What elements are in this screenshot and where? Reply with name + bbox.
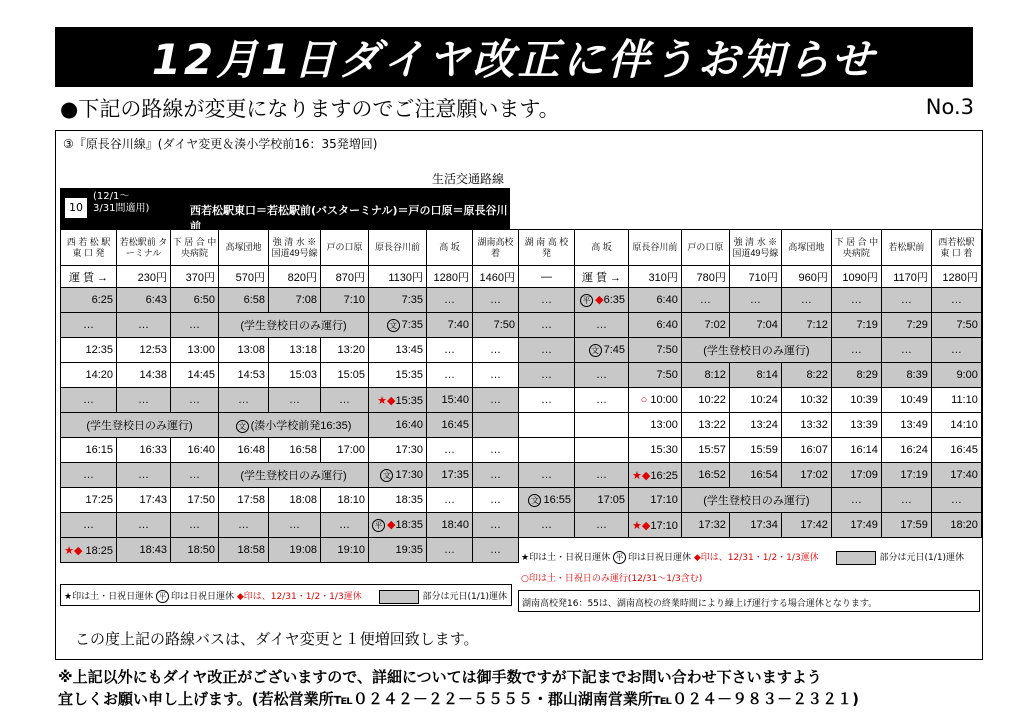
time-cell: 8:14 — [729, 363, 781, 388]
time-cell: 18:20 — [931, 513, 981, 538]
footer-contact — [58, 666, 859, 710]
fare-cell: 780円 — [681, 266, 729, 288]
time-cell: … — [931, 288, 981, 313]
time-cell: 17:05 — [575, 488, 629, 513]
time-cell: 15:30 — [629, 438, 682, 463]
time-cell: … — [171, 313, 219, 338]
trip-row — [519, 463, 982, 488]
time-cell — [519, 413, 575, 438]
time-cell: 14:53 — [219, 363, 269, 388]
time-cell: 15:59 — [729, 438, 781, 463]
route-title: ③『原長谷川線』(ダイヤ変更＆湊小学校前16：35発増回) — [63, 137, 378, 151]
time-cell: … — [473, 388, 519, 413]
stop-header: 原長谷川前 — [369, 230, 427, 266]
fare-label: ― — [519, 266, 575, 288]
header-row — [61, 230, 519, 266]
time-cell: 14:38 — [117, 363, 171, 388]
trip-row — [61, 413, 519, 438]
time-cell: 17:49 — [831, 513, 881, 538]
time-value: 18:35 — [395, 519, 423, 531]
time-cell: 16:54 — [729, 463, 781, 488]
school-departure-note — [219, 413, 369, 438]
time-cell: 8:29 — [831, 363, 881, 388]
time-cell: 17:42 — [781, 513, 831, 538]
trip-row — [61, 538, 519, 563]
star-mark-icon: ★◆ — [64, 544, 83, 557]
time-cell: … — [117, 313, 171, 338]
trip-row — [61, 488, 519, 513]
time-cell: … — [575, 463, 629, 488]
route-number: 10 — [65, 198, 87, 218]
stop-header: 原長谷川前 — [629, 230, 682, 266]
trip-row — [61, 438, 519, 463]
fare-cell: 570円 — [219, 266, 269, 288]
summary-note: この度上記の路線バスは、ダイヤ変更と１便増回致します。 — [75, 630, 479, 648]
time-cell: … — [831, 488, 881, 513]
time-cell: 18:35 — [369, 488, 427, 513]
stop-header: 下 居 合 中央病院 — [831, 230, 881, 266]
trip-row — [61, 513, 519, 538]
time-cell: 13:39 — [831, 413, 881, 438]
time-cell: 6:43 — [117, 288, 171, 313]
stop-header: 高 坂 — [427, 230, 473, 266]
time-cell — [575, 338, 629, 363]
stop-header: 高塚団地 — [781, 230, 831, 266]
time-cell: … — [171, 513, 219, 538]
time-value: 10:00 — [650, 394, 678, 406]
time-cell — [369, 463, 427, 488]
time-cell: 17:59 — [881, 513, 931, 538]
legend-weekend-only: ○印は土・日祝日のみ運行(12/31～1/3含む) — [521, 574, 703, 584]
stop-header: 湖南高校 着 — [473, 230, 519, 266]
header-row — [519, 230, 982, 266]
time-cell — [369, 313, 427, 338]
time-cell: … — [575, 363, 629, 388]
stop-header: 若松駅前 — [881, 230, 931, 266]
time-cell — [519, 438, 575, 463]
time-cell: 17:00 — [321, 438, 369, 463]
time-value: 17:10 — [650, 519, 678, 532]
stop-header: 強 清 水 ※国道49号線 — [729, 230, 781, 266]
time-cell — [575, 288, 629, 313]
gray-swatch-icon — [379, 590, 419, 604]
time-cell: 7:19 — [831, 313, 881, 338]
time-cell: 16:24 — [881, 438, 931, 463]
time-cell: … — [473, 438, 519, 463]
time-cell: … — [117, 388, 171, 413]
trip-row — [519, 513, 982, 538]
fare-row — [61, 266, 519, 288]
time-cell: 19:08 — [269, 538, 321, 563]
page-banner: 12月1日ダイヤ改正に伴うお知らせ — [55, 27, 973, 87]
fare-cell: 710円 — [729, 266, 781, 288]
legend-inbound — [518, 546, 980, 568]
time-cell: 17:19 — [881, 463, 931, 488]
gray-swatch-icon — [836, 551, 876, 565]
time-cell: 7:02 — [681, 313, 729, 338]
time-cell: 10:39 — [831, 388, 881, 413]
time-cell: 16:52 — [681, 463, 729, 488]
time-cell: … — [117, 513, 171, 538]
time-cell: 6:25 — [61, 288, 117, 313]
fare-label: 運 賃 → — [575, 266, 629, 288]
weekend-only-icon: ○ — [640, 394, 648, 406]
time-value: 17:30 — [395, 468, 423, 481]
time-cell: 15:03 — [269, 363, 321, 388]
star-mark-icon: ★◆ — [377, 394, 396, 407]
time-cell: … — [171, 463, 219, 488]
time-cell: 16:58 — [269, 438, 321, 463]
time-cell — [473, 413, 519, 438]
time-cell — [575, 413, 629, 438]
time-cell: 7:50 — [931, 313, 981, 338]
trip-row — [61, 363, 519, 388]
fare-cell: 960円 — [781, 266, 831, 288]
school-mark-icon: 文 — [236, 420, 249, 433]
time-cell — [369, 513, 427, 538]
time-cell: … — [473, 488, 519, 513]
operator-label: 生活交通路線 — [432, 172, 505, 186]
trip-row — [519, 388, 982, 413]
time-cell: … — [117, 463, 171, 488]
time-cell: … — [61, 513, 117, 538]
weekday-mark-icon: 平 — [580, 294, 593, 307]
time-cell: 16:48 — [219, 438, 269, 463]
stop-header: 下 居 合 中央病院 — [171, 230, 219, 266]
fare-cell: 1170円 — [881, 266, 931, 288]
time-cell: … — [575, 313, 629, 338]
route-period — [93, 191, 149, 215]
document-number: No.3 — [925, 95, 974, 119]
time-cell: 13:24 — [729, 413, 781, 438]
fare-cell: 1090円 — [831, 266, 881, 288]
time-cell: … — [519, 363, 575, 388]
time-cell: … — [519, 513, 575, 538]
time-cell: 10:49 — [881, 388, 931, 413]
legend-star: ★印は土・日祝日運休 — [64, 592, 154, 602]
stop-header: 高 坂 — [575, 230, 629, 266]
time-value: 7:35 — [401, 318, 423, 331]
time-cell: 10:32 — [781, 388, 831, 413]
trip-row — [519, 363, 982, 388]
time-cell: 6:50 — [171, 288, 219, 313]
fare-row — [519, 266, 982, 288]
time-cell — [369, 388, 427, 413]
time-cell: 6:40 — [629, 288, 682, 313]
fare-cell: 1460円 — [473, 266, 519, 288]
time-cell — [629, 388, 682, 413]
time-cell: 12:53 — [117, 338, 171, 363]
time-cell: 7:40 — [427, 313, 473, 338]
fare-cell: 370円 — [171, 266, 219, 288]
stop-header: 戸の口原 — [321, 230, 369, 266]
time-cell: 7:50 — [629, 338, 682, 363]
time-value: 16:55 — [543, 493, 571, 506]
time-cell: … — [881, 338, 931, 363]
time-cell: 8:39 — [881, 363, 931, 388]
time-cell — [629, 513, 682, 538]
time-cell: 18:10 — [321, 488, 369, 513]
timetable-inbound — [518, 229, 982, 538]
note-text: (湊小学校前発16:35) — [250, 420, 352, 432]
time-cell: … — [519, 313, 575, 338]
time-cell: … — [881, 288, 931, 313]
time-cell: … — [61, 463, 117, 488]
trip-row — [61, 338, 519, 363]
time-cell: … — [269, 513, 321, 538]
weekday-mark-icon: 平 — [613, 551, 626, 564]
diamond-mark-icon: ◆ — [387, 519, 396, 531]
time-cell: 13:00 — [171, 338, 219, 363]
school-mark-icon: 文 — [528, 494, 541, 507]
time-cell: 16:15 — [61, 438, 117, 463]
stop-header: 湖 南 高 校 発 — [519, 230, 575, 266]
time-cell: 18:43 — [117, 538, 171, 563]
legend-diamond: ◆印は、12/31・1/2・1/3運休 — [693, 553, 819, 563]
time-cell: … — [219, 388, 269, 413]
time-cell: … — [269, 388, 321, 413]
time-cell: 17:25 — [61, 488, 117, 513]
time-cell: 16:40 — [369, 413, 427, 438]
time-cell: … — [519, 388, 575, 413]
time-cell: 7:04 — [729, 313, 781, 338]
stop-header: 強 清 水 ※国道49号線 — [269, 230, 321, 266]
time-cell: 13:32 — [781, 413, 831, 438]
fare-cell: 1280円 — [931, 266, 981, 288]
time-value: 15:35 — [395, 394, 423, 407]
time-value: 16:25 — [650, 469, 678, 482]
time-cell: 14:20 — [61, 363, 117, 388]
footer-line-2: 宜しくお願い申し上げます。(若松営業所℡０２４２－２２－５５５５・郡山湖南営業所℡０２４－９８３－２３２１) — [58, 690, 859, 708]
time-cell: 18:08 — [269, 488, 321, 513]
route-stops: 西若松駅東口＝若松駅前(バスターミナル)＝戸の口原＝原長谷川前 — [190, 204, 508, 233]
time-cell: 13:45 — [369, 338, 427, 363]
fare-cell: 230円 — [117, 266, 171, 288]
time-cell: … — [321, 388, 369, 413]
school-days-note: (学生登校日のみ運行) — [219, 463, 369, 488]
diamond-mark-icon: ◆ — [595, 294, 604, 306]
time-cell: 13:18 — [269, 338, 321, 363]
time-cell — [61, 538, 117, 563]
time-cell — [575, 438, 629, 463]
time-cell: 13:20 — [321, 338, 369, 363]
time-cell: … — [219, 513, 269, 538]
legend-star: ★印は土・日祝日運休 — [521, 553, 611, 563]
time-cell: … — [427, 488, 473, 513]
time-cell: 15:05 — [321, 363, 369, 388]
time-cell: 8:12 — [681, 363, 729, 388]
stop-header: 若松駅前 ターミナル — [117, 230, 171, 266]
time-cell: 14:10 — [931, 413, 981, 438]
school-days-note: (学生登校日のみ運行) — [61, 413, 219, 438]
star-mark-icon: ★◆ — [632, 519, 651, 532]
legend-weekday: 印は日祝日運休 — [170, 592, 234, 602]
time-cell: 7:35 — [369, 288, 427, 313]
legend-outbound — [60, 584, 512, 606]
fare-cell: 310円 — [629, 266, 682, 288]
time-cell: … — [427, 363, 473, 388]
time-cell: 8:22 — [781, 363, 831, 388]
trip-row — [519, 313, 982, 338]
trip-row — [519, 488, 982, 513]
time-cell — [629, 463, 682, 488]
weekday-mark-icon: 平 — [156, 590, 169, 603]
route-header — [60, 188, 510, 233]
time-cell: 15:40 — [427, 388, 473, 413]
trip-row — [61, 288, 519, 313]
route-period-start: (12/1～ — [93, 191, 130, 202]
fare-label: 運 賃 → — [61, 266, 117, 288]
time-cell: 7:50 — [473, 313, 519, 338]
time-cell: 13:00 — [629, 413, 682, 438]
school-days-note: (学生登校日のみ運行) — [681, 488, 831, 513]
time-cell: 19:10 — [321, 538, 369, 563]
stop-header: 戸の口原 — [681, 230, 729, 266]
school-days-note: (学生登校日のみ運行) — [219, 313, 369, 338]
route-period-end: 3/31間適用) — [93, 203, 150, 214]
time-cell: … — [473, 463, 519, 488]
time-cell: 7:08 — [269, 288, 321, 313]
time-cell: 9:00 — [931, 363, 981, 388]
legend-newyear: 部分は元日(1/1)運休 — [879, 553, 965, 563]
star-mark-icon: ★◆ — [632, 469, 651, 482]
time-cell: 7:12 — [781, 313, 831, 338]
time-cell: … — [171, 388, 219, 413]
time-cell: 16:33 — [117, 438, 171, 463]
weekday-mark-icon: 平 — [372, 519, 385, 532]
time-cell: … — [61, 313, 117, 338]
time-cell: … — [931, 488, 981, 513]
time-cell: 18:50 — [171, 538, 219, 563]
trip-row — [61, 388, 519, 413]
time-cell: 16:07 — [781, 438, 831, 463]
fare-cell: 870円 — [321, 266, 369, 288]
time-cell: … — [519, 338, 575, 363]
time-cell: 7:50 — [629, 363, 682, 388]
time-cell: … — [61, 388, 117, 413]
legend-newyear: 部分は元日(1/1)運休 — [422, 592, 508, 602]
legend-weekday: 印は日祝日運休 — [627, 553, 691, 563]
time-cell: … — [729, 288, 781, 313]
time-cell: … — [321, 513, 369, 538]
time-cell: 18:40 — [427, 513, 473, 538]
time-cell: 15:35 — [369, 363, 427, 388]
stop-header: 高塚団地 — [219, 230, 269, 266]
time-cell: … — [781, 288, 831, 313]
time-cell: 16:45 — [427, 413, 473, 438]
trip-row — [61, 313, 519, 338]
time-cell: … — [473, 513, 519, 538]
timetable-outbound — [60, 229, 519, 563]
trip-row — [519, 288, 982, 313]
legend-early-departure: 湖南高校発16：55は、湖南高校の終業時間により繰上げ運行する場合運休となります。 — [518, 590, 980, 612]
time-cell: … — [519, 463, 575, 488]
fare-cell: 820円 — [269, 266, 321, 288]
time-cell: … — [473, 338, 519, 363]
time-cell: … — [575, 513, 629, 538]
time-cell: … — [831, 288, 881, 313]
time-cell: … — [881, 488, 931, 513]
time-cell: 13:49 — [881, 413, 931, 438]
trip-row — [519, 438, 982, 463]
time-cell: 7:29 — [881, 313, 931, 338]
time-cell: 17:02 — [781, 463, 831, 488]
stop-header: 西 若 松 駅 東 口 発 — [61, 230, 117, 266]
notice-text: ●下記の路線が変更になりますのでご注意願います。 — [60, 97, 560, 121]
trip-row — [61, 463, 519, 488]
fare-cell: 1280円 — [427, 266, 473, 288]
school-mark-icon: 文 — [380, 469, 393, 482]
time-cell: 10:22 — [681, 388, 729, 413]
time-cell: … — [473, 363, 519, 388]
time-cell: 17:43 — [117, 488, 171, 513]
stop-header: 西若松駅 東 口 着 — [931, 230, 981, 266]
time-cell: 17:58 — [219, 488, 269, 513]
time-cell — [519, 488, 575, 513]
time-cell: … — [473, 538, 519, 563]
time-cell: … — [427, 338, 473, 363]
time-cell: 17:30 — [369, 438, 427, 463]
time-cell: 13:08 — [219, 338, 269, 363]
time-cell: 19:35 — [369, 538, 427, 563]
time-cell: 14:45 — [171, 363, 219, 388]
time-cell: … — [831, 338, 881, 363]
legend-diamond: ◆印は、12/31・1/2・1/3運休 — [236, 592, 362, 602]
time-value: 7:45 — [603, 343, 625, 356]
time-value: 18:25 — [85, 544, 113, 557]
fare-cell: 1130円 — [369, 266, 427, 288]
time-cell: … — [681, 288, 729, 313]
time-cell: 17:35 — [427, 463, 473, 488]
school-mark-icon: 文 — [387, 319, 400, 332]
time-cell: 6:58 — [219, 288, 269, 313]
time-value: 6:35 — [603, 294, 625, 306]
time-cell: … — [427, 438, 473, 463]
time-cell: 15:57 — [681, 438, 729, 463]
time-cell: 11:10 — [931, 388, 981, 413]
time-cell: … — [931, 338, 981, 363]
time-cell: … — [473, 288, 519, 313]
time-cell: 16:45 — [931, 438, 981, 463]
time-cell: 17:34 — [729, 513, 781, 538]
footer-line-1: ※上記以外にもダイヤ改正がございますので、詳細については御手数ですが下記までお問い合わせ下さいますよう — [58, 668, 822, 686]
time-cell: … — [427, 538, 473, 563]
time-cell: 17:10 — [629, 488, 682, 513]
time-cell: 17:32 — [681, 513, 729, 538]
time-cell: … — [427, 288, 473, 313]
trip-row — [519, 338, 982, 363]
trip-row — [519, 413, 982, 438]
time-cell: 18:58 — [219, 538, 269, 563]
time-cell: … — [519, 288, 575, 313]
time-cell: 12:35 — [61, 338, 117, 363]
time-cell: … — [575, 388, 629, 413]
school-days-note: (学生登校日のみ運行) — [681, 338, 831, 363]
time-cell: 17:40 — [931, 463, 981, 488]
school-mark-icon: 文 — [589, 344, 602, 357]
time-cell: 13:22 — [681, 413, 729, 438]
time-cell: 6:40 — [629, 313, 682, 338]
time-cell: 17:50 — [171, 488, 219, 513]
time-cell: 7:10 — [321, 288, 369, 313]
time-cell: 17:09 — [831, 463, 881, 488]
time-cell: 16:40 — [171, 438, 219, 463]
time-cell: 16:14 — [831, 438, 881, 463]
time-cell: 10:24 — [729, 388, 781, 413]
